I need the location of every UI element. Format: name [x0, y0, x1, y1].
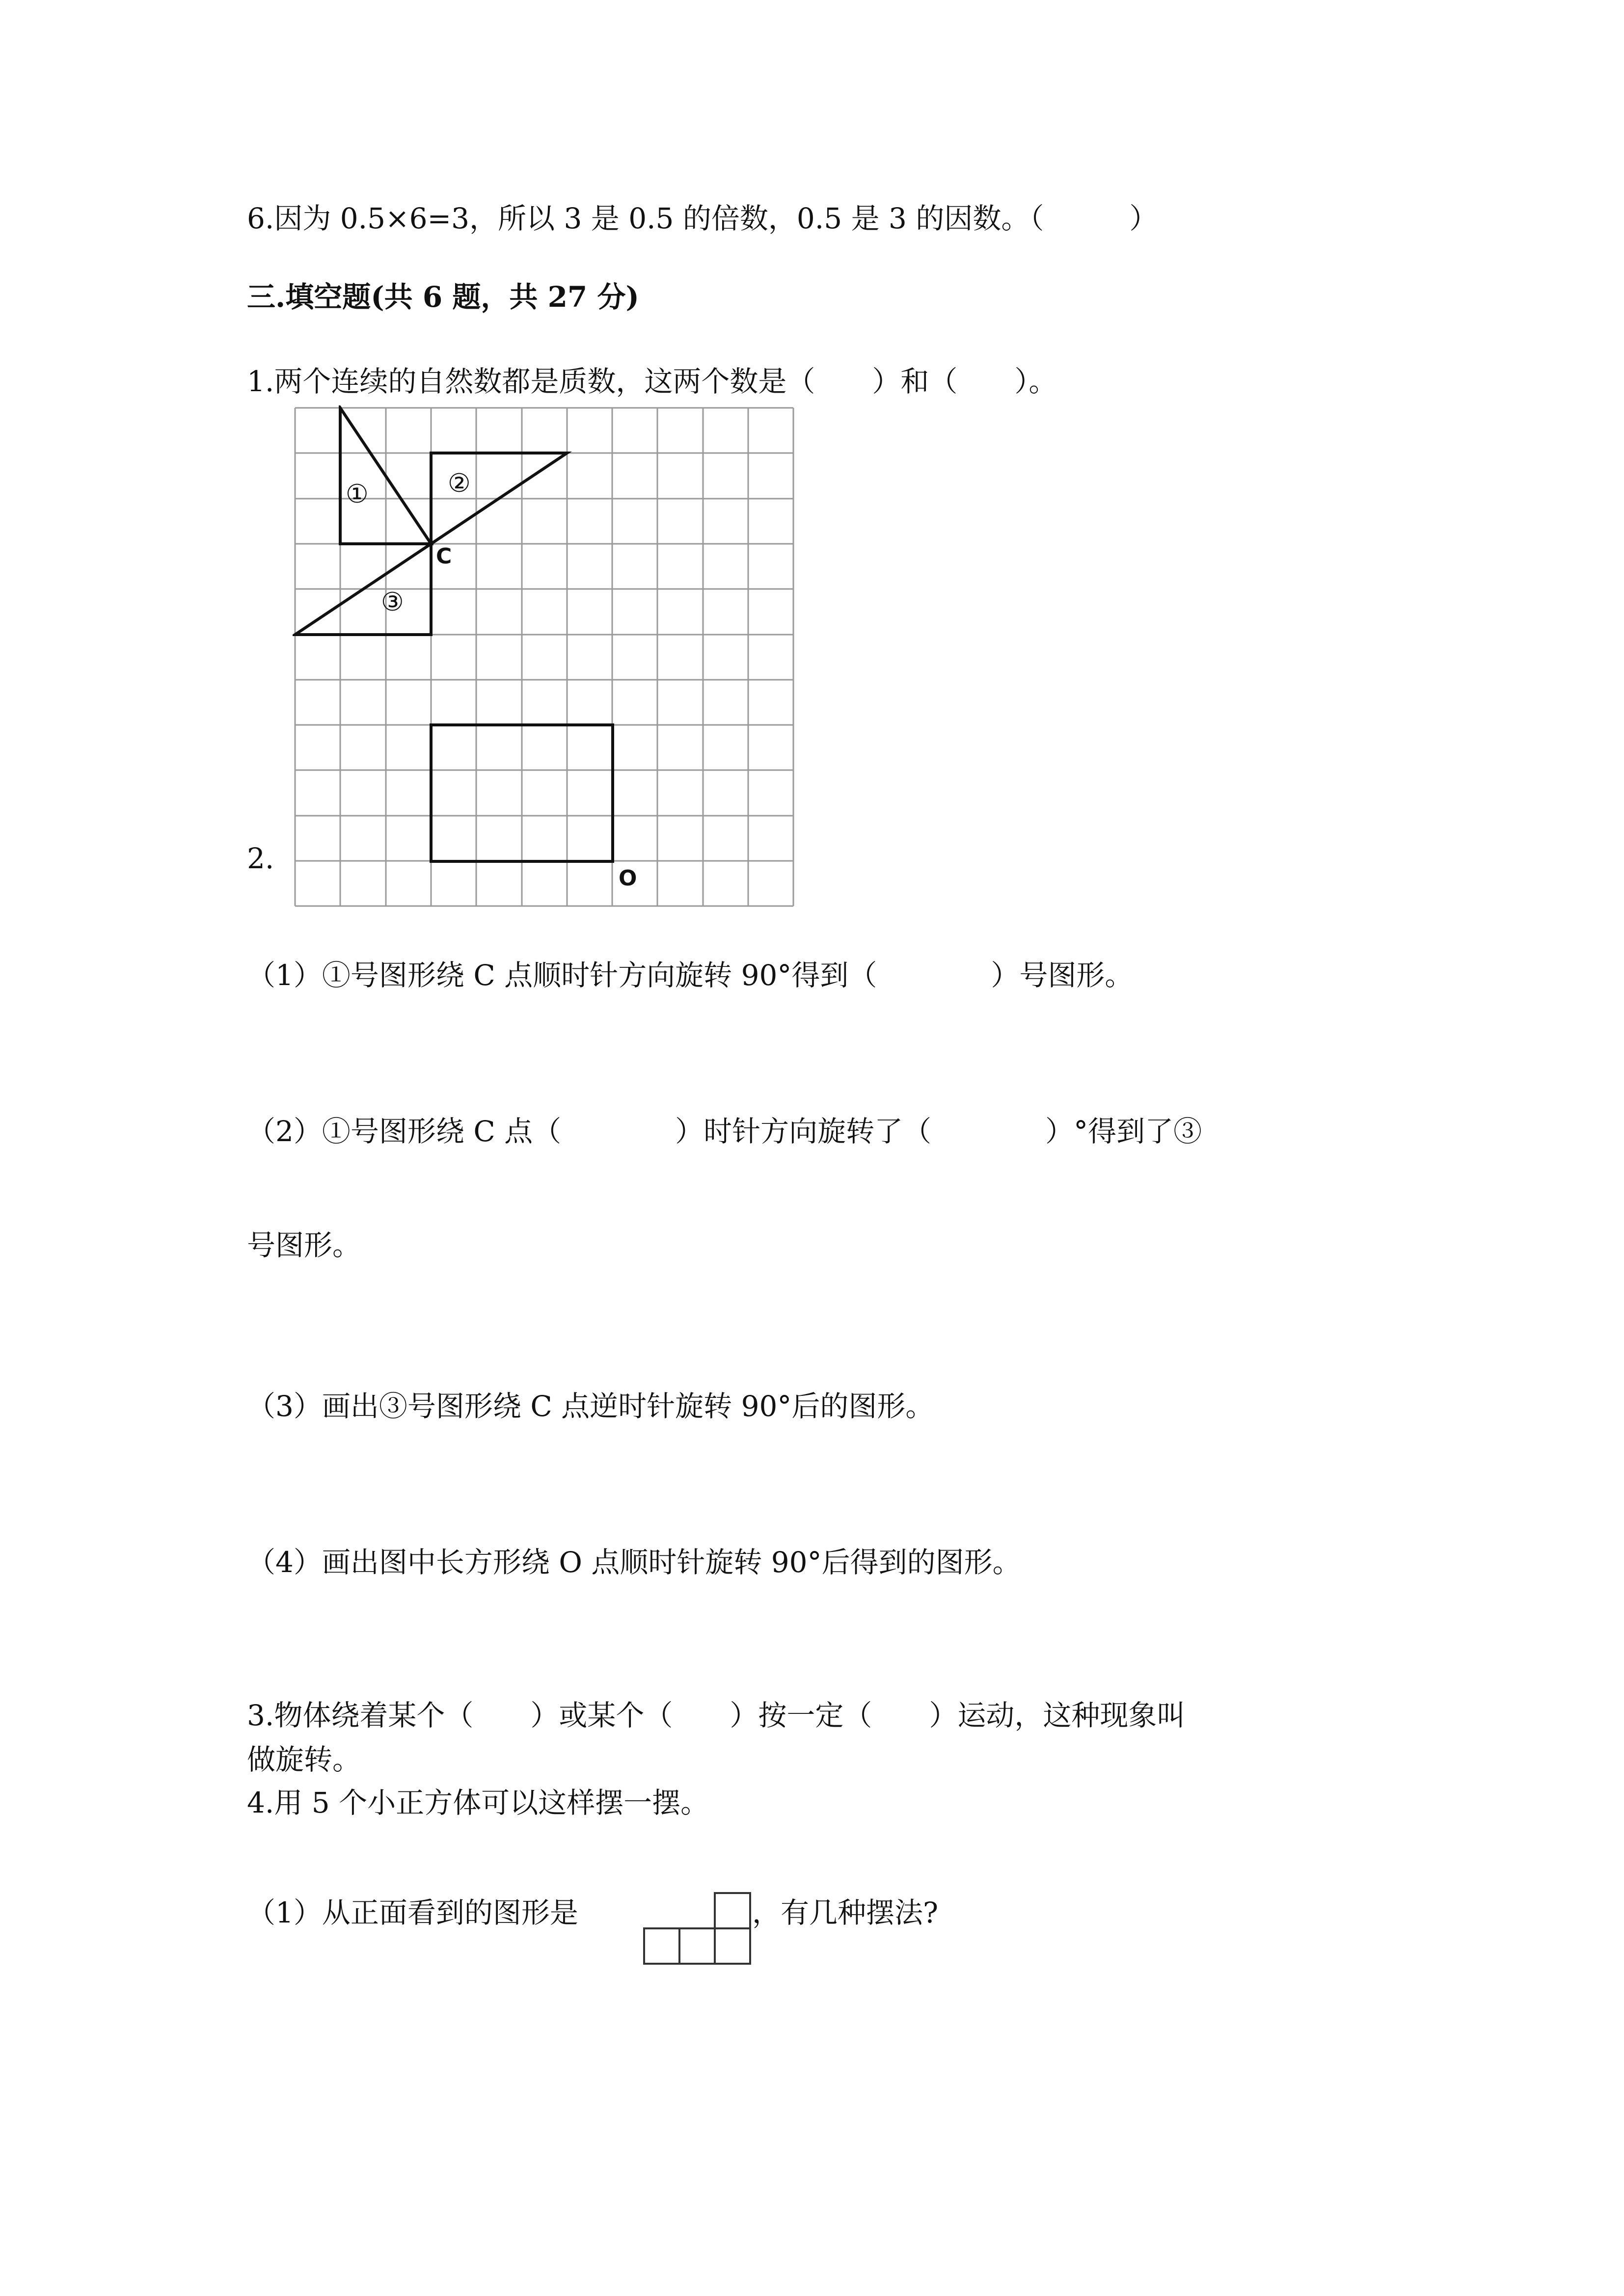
fill-question-2-part-4: （4）画出图中长方形绕 O 点顺时针旋转 90°后得到的图形。 [247, 1546, 1021, 1579]
fill-question-3-line-1: 3.物体绕着某个（ ）或某个（ ）按一定（ ）运动，这种现象叫 [247, 1699, 1186, 1732]
question-6: 6.因为 0.5×6=3，所以 3 是 0.5 的倍数，0.5 是 3 的因数。（ ） [247, 202, 1158, 235]
point-o-label: O [619, 866, 637, 891]
fill-question-2-part-3: （3）画出③号图形绕 C 点逆时针旋转 90°后的图形。 [247, 1389, 934, 1423]
triangle-3-label: ③ [381, 587, 404, 617]
front-view-figure [641, 1891, 759, 1969]
front-view-square-top [715, 1893, 750, 1928]
grid-lines [295, 408, 793, 906]
fill-question-4-part-1-suffix: ，有几种摆法? [752, 1896, 939, 1929]
triangle-1-label: ① [346, 480, 369, 509]
fill-question-3-line-2: 做旋转。 [247, 1743, 361, 1776]
fill-question-4: 4.用 5 个小正方体可以这样摆一摆。 [247, 1786, 709, 1819]
point-c-label: C [436, 544, 452, 569]
fill-question-1: 1.两个连续的自然数都是质数，这两个数是（ ）和（ ）。 [247, 365, 1057, 398]
fill-question-2-part-2-line-1: （2）①号图形绕 C 点（ ）时针方向旋转了（ ）°得到了③ [247, 1115, 1202, 1148]
fill-question-4-part-1-prefix: （1）从正面看到的图形是 [247, 1896, 578, 1929]
front-view-square-3 [715, 1928, 750, 1964]
triangle-2-label: ② [448, 469, 471, 498]
rotation-grid-figure [293, 405, 798, 911]
fill-question-2-number: 2. [247, 842, 274, 875]
front-view-square-1 [644, 1928, 679, 1964]
front-view-square-2 [679, 1928, 715, 1964]
fill-question-2-part-1: （1）①号图形绕 C 点顺时针方向旋转 90°得到（ ）号图形。 [247, 959, 1134, 992]
fill-question-2-part-2-line-2: 号图形。 [247, 1228, 361, 1262]
section-heading: 三.填空题(共 6 题，共 27 分) [247, 280, 639, 314]
